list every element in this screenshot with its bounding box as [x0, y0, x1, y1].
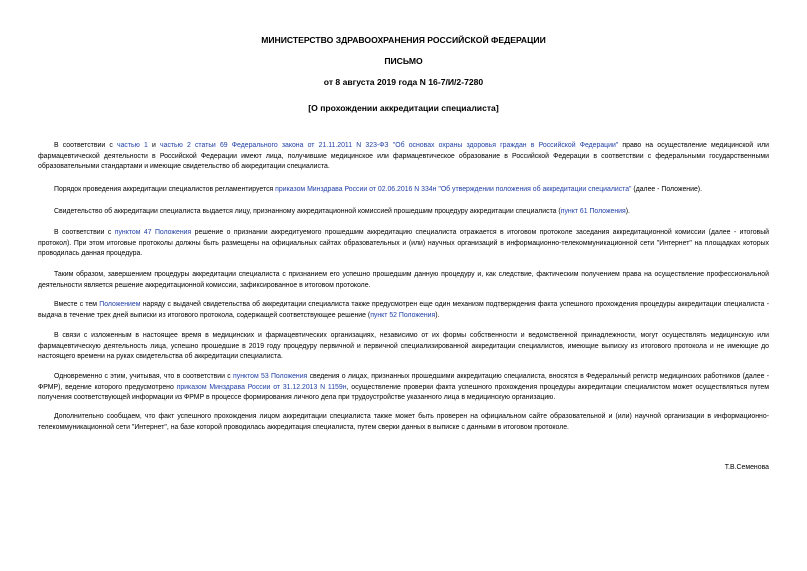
link-order-1159n[interactable]: приказом Минздрава России от 31.12.2013 N 1159н	[176, 383, 347, 391]
text: Таким образом, завершением процедуры аккредитации специалиста с признанием его успешно прошедшим данную процедуру и, как следствие, фактическим получением права на осуществление профессиональной деятельности является решение аккредитационной комиссии, зафиксированное в итоговом протоколе.	[38, 271, 769, 289]
text: , осуществление проверки факта успешного прохождения процедуры аккредитации специалистом может осуществляться путем получения соответствующей информации из ФРМР в процессе формирования личного дела при трудоустройстве указанного лица в медицинскую организацию.	[38, 383, 769, 402]
link-point-53[interactable]: пунктом 53 Положения	[233, 373, 308, 380]
paragraph-2	[38, 185, 769, 196]
text: Дополнительно сообщаем, что факт успешного прохождения лицом аккредитации специалиста также может быть проверен на официальном сайте образовательной и (или) научной организации в информационно-телекоммуникационной сети "Интернет", на базе которой проводилась аккредитация специалиста, путем сверки данных в выписке с данными в итоговом протоколе.	[38, 413, 769, 431]
paragraph-9	[38, 412, 769, 433]
text: Свидетельство об аккредитации специалиста выдается лицу, признанному аккредитационной комиссией прошедшим процедуру аккредитации специалиста (	[54, 208, 561, 215]
link-point-61[interactable]: пункт 61 Положения	[560, 208, 626, 215]
link-regulation[interactable]: Положением	[99, 301, 141, 308]
paragraph-4	[38, 228, 769, 260]
text: ).	[435, 311, 440, 319]
text: В связи с изложенным в настоящее время в медицинских и фармацевтических организациях, независимо от их формы собственности и ведомственной принадлежности, могут осуществлять медицинскую или фармацевтическую деятельность лица, успешно прошедшие в 2019 году процедуру первичной и первичной специализированной аккредитации специалистов, имеющие выписку из итогового протокола и не имеющие до настоящего времени на руках свидетельства об аккредитации специалиста.	[38, 332, 769, 361]
link-point-52[interactable]: пункт 52 Положения	[370, 311, 436, 319]
link-order-334n[interactable]: приказом Минздрава России от 02.06.2016 N 334н "Об утверждении положения об аккредитации специалиста"	[275, 186, 632, 193]
text: сведения о лицах, признанных прошедшими аккредитацию специалиста, вносятся в Федеральный регистр медицинских работников (далее - ФРМР), ведение которого предусмотрено	[38, 373, 769, 391]
text: В соответствии с	[54, 142, 117, 149]
document-date-number: от 8 августа 2019 года N 16-7/И/2-7280	[323, 77, 484, 87]
text: право на осуществление медицинской или фармацевтической деятельности в Российской Федерации имеют лица, получившие медицинское или фармацевтическое образование в Российской Федерации в соответствии с федеральными государственными образовательными стандартами и имеющие свидетельство об аккредитации специалиста.	[38, 142, 770, 171]
text: (далее - Положение).	[631, 186, 702, 193]
text: Вместе с тем	[54, 301, 100, 308]
text: и	[147, 142, 161, 149]
document-subject: [О прохождении аккредитации специалиста]	[308, 103, 499, 113]
paragraph-8	[38, 372, 769, 404]
link-point-47[interactable]: пунктом 47 Положения	[114, 229, 192, 236]
ministry-title: МИНИСТЕРСТВО ЗДРАВООХРАНЕНИЯ РОССИЙСКОЙ ФЕДЕРАЦИИ	[261, 35, 546, 45]
text: Одновременно с этим, учитывая, что в соответствии с	[54, 373, 234, 380]
document-type: ПИСЬМО	[384, 56, 423, 66]
paragraph-7	[38, 331, 769, 363]
paragraph-1	[38, 141, 769, 173]
text: Порядок проведения аккредитации специалистов регламентируется	[54, 186, 276, 193]
signature: Т.В.Семенова	[724, 464, 769, 471]
link-law-part-2-article-69[interactable]: частью 2 статьи 69 Федерального закона от 21.11.2011 N 323-ФЗ "Об основах охраны здоровья граждан в Российской Федерации"	[160, 142, 619, 149]
paragraph-3	[38, 207, 769, 218]
text: ).	[625, 208, 630, 215]
text: наряду с выдачей свидетельства об аккредитации специалиста также предусмотрен еще один механизм подтверждения факта успешного прохождения процедуры аккредитации специалиста - выдача в течение трех дней выписки из итогового протокола, содержащей соответствующее решение (	[38, 301, 769, 319]
text: решение о признании аккредитуемого прошедшим аккредитацию специалиста отражается в итоговом протоколе заседания аккредитационной комиссии (далее - итоговый протокол). При этом итоговые протоколы должны быть размещены на официальных сайтах образовательных и (или) научных организаций в информационно-телекоммуникационной сети "Интернет" на площадках которых проводилась данная процедура.	[38, 229, 770, 258]
link-law-part-1[interactable]: частью 1	[117, 142, 148, 149]
paragraph-6	[38, 300, 769, 321]
paragraph-5	[38, 270, 769, 291]
text: В соответствии с	[54, 229, 115, 236]
